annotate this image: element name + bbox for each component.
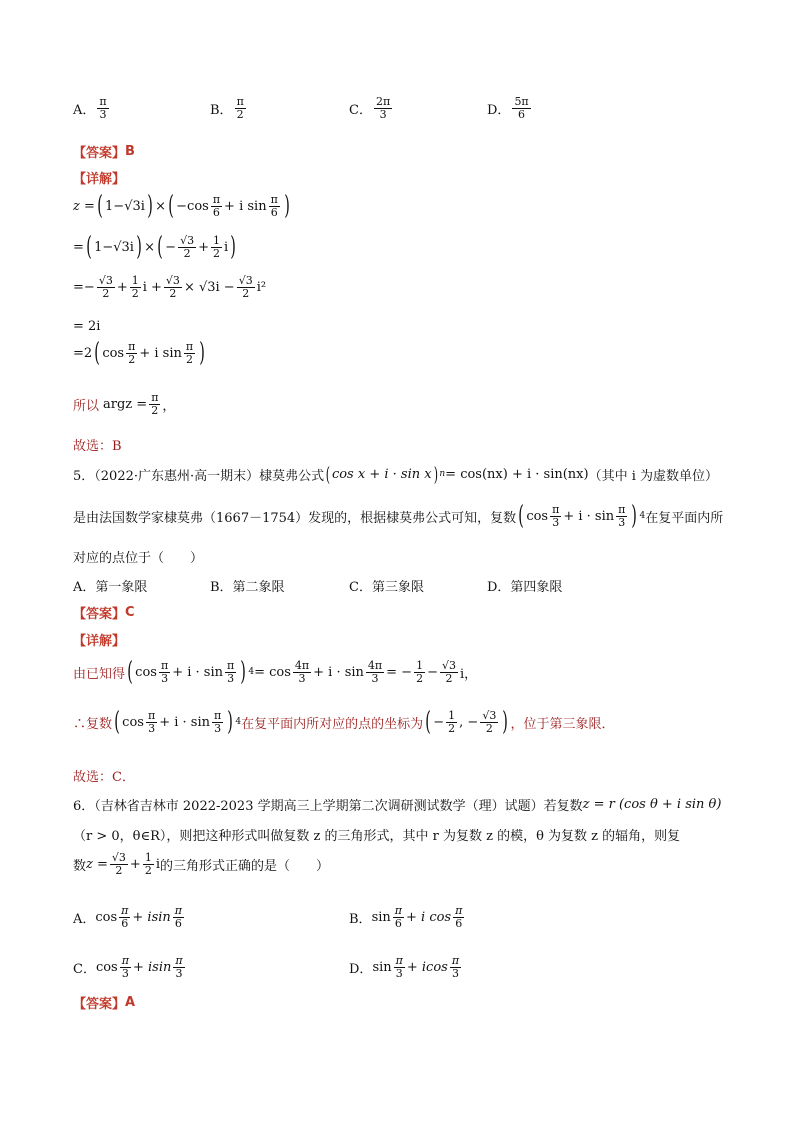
math-text: −cos bbox=[176, 198, 209, 214]
q5-detail-line-1 bbox=[73, 659, 477, 685]
frac-num: 1 bbox=[131, 274, 139, 287]
option-text: B．第二象限 bbox=[210, 580, 285, 595]
math-text: + isin bbox=[132, 909, 171, 925]
fraction bbox=[414, 660, 425, 684]
frac-den: 3 bbox=[99, 107, 107, 121]
fraction bbox=[178, 235, 196, 259]
frac-num: 4π bbox=[367, 658, 383, 672]
frac-num: 1 bbox=[144, 851, 152, 864]
fraction bbox=[146, 710, 157, 734]
frac-den: 2 bbox=[242, 286, 250, 300]
fraction bbox=[450, 955, 461, 979]
math-text: + bbox=[198, 239, 209, 255]
option-fraction bbox=[235, 96, 246, 120]
q4-work-line-4 bbox=[73, 319, 100, 334]
paren-open: ( bbox=[157, 232, 163, 262]
q4-work-line-3 bbox=[73, 275, 266, 299]
math-sup: 4 bbox=[235, 717, 242, 727]
frac-den: 3 bbox=[214, 721, 222, 735]
math-text: 1−√3i bbox=[105, 198, 145, 214]
math-text: i， bbox=[460, 666, 478, 682]
fraction bbox=[480, 710, 498, 734]
paren-open: ( bbox=[97, 191, 103, 221]
paren-close: ) bbox=[240, 657, 247, 687]
fraction bbox=[393, 905, 404, 929]
math-text: i² bbox=[256, 279, 267, 295]
math-sup: n bbox=[439, 469, 446, 479]
math-text: + i sin bbox=[139, 345, 182, 361]
stem-text: （其中 i 为虚数单位） bbox=[588, 468, 719, 484]
q4-conclusion bbox=[73, 392, 175, 416]
q4-detail-tag bbox=[73, 168, 125, 187]
detail-tag: 【详解】 bbox=[73, 172, 126, 187]
math-text: − bbox=[83, 279, 95, 295]
math-text: = bbox=[73, 239, 84, 255]
fraction bbox=[446, 710, 457, 734]
frac-num: √3 bbox=[238, 274, 253, 287]
fraction bbox=[119, 905, 130, 929]
frac-num: π bbox=[552, 502, 560, 516]
frac-num: 1 bbox=[213, 233, 220, 247]
paren-open: ( bbox=[94, 338, 101, 368]
paren-open: ( bbox=[425, 707, 431, 737]
paren-open: ( bbox=[518, 501, 525, 531]
q6-stem-line-2 bbox=[73, 825, 680, 844]
q6-option-d bbox=[349, 955, 463, 979]
answer-value: A bbox=[125, 995, 136, 1010]
fraction bbox=[126, 341, 137, 365]
frac-den: 2 bbox=[151, 403, 159, 417]
answer-value: B bbox=[125, 144, 135, 159]
option-fraction bbox=[97, 96, 108, 120]
frac-den: 2 bbox=[131, 286, 139, 300]
frac-num: π bbox=[99, 95, 107, 108]
frac-num: π bbox=[236, 95, 244, 108]
math-text: argz = bbox=[103, 396, 148, 412]
frac-den: 3 bbox=[121, 966, 129, 980]
math-coordinate bbox=[423, 709, 510, 735]
fraction bbox=[394, 955, 405, 979]
q5-stem-line-1 bbox=[73, 464, 718, 484]
fraction bbox=[173, 905, 184, 929]
frac-num: π bbox=[213, 708, 222, 722]
math-text: − bbox=[433, 714, 445, 730]
option-label: D． bbox=[487, 102, 511, 118]
frac-den: 6 bbox=[212, 205, 220, 219]
frac-den: 6 bbox=[518, 107, 526, 121]
frac-den: 6 bbox=[455, 916, 463, 930]
math-text: cos bbox=[95, 959, 118, 975]
frac-den: 3 bbox=[379, 107, 387, 121]
fraction bbox=[211, 194, 222, 218]
option-text: A．第一象限 bbox=[73, 580, 148, 595]
frac-num: √3 bbox=[111, 851, 126, 864]
paren-close: ) bbox=[433, 462, 438, 486]
math-text: + i sin bbox=[224, 198, 267, 214]
math-text: + i · sin bbox=[563, 508, 615, 524]
math-text: sin bbox=[372, 959, 392, 975]
math-text: = bbox=[73, 279, 84, 295]
frac-num: π bbox=[121, 954, 129, 967]
option-label: B． bbox=[210, 102, 233, 118]
frac-num: 1 bbox=[448, 708, 456, 722]
q4-option-d bbox=[487, 96, 533, 120]
paren-open: ( bbox=[168, 191, 174, 221]
math-text: = cos(nx) + i · sin(nx) bbox=[445, 466, 589, 482]
math-text: 1−√3i bbox=[94, 239, 134, 255]
q5-detail-line-2 bbox=[73, 709, 615, 735]
fraction bbox=[212, 710, 223, 734]
frac-den: 2 bbox=[169, 286, 177, 300]
frac-den: 3 bbox=[298, 671, 306, 685]
detail-text: ∴复数 bbox=[73, 716, 113, 732]
fraction bbox=[173, 955, 184, 979]
q5-option-a bbox=[73, 576, 147, 595]
q4-option-a bbox=[73, 96, 111, 120]
frac-num: π bbox=[270, 192, 278, 206]
frac-num: π bbox=[185, 339, 194, 353]
frac-num: √3 bbox=[180, 233, 195, 247]
frac-num: π bbox=[618, 502, 626, 516]
q4-option-b bbox=[210, 96, 248, 120]
math-text: + icos bbox=[406, 959, 448, 975]
fraction bbox=[143, 852, 154, 876]
q5-option-c bbox=[349, 576, 424, 595]
frac-den: 3 bbox=[161, 671, 169, 685]
q4-work-line-5 bbox=[73, 340, 207, 366]
frac-den: 2 bbox=[416, 671, 424, 685]
option-text: D．第四象限 bbox=[487, 580, 563, 595]
math-text: + i cos bbox=[406, 909, 452, 925]
frac-den: 2 bbox=[485, 721, 493, 735]
frac-den: 3 bbox=[371, 671, 379, 685]
frac-num: π bbox=[147, 708, 156, 722]
math-sup: 4 bbox=[248, 667, 255, 677]
frac-num: π bbox=[395, 954, 403, 967]
frac-num: π bbox=[174, 904, 183, 917]
detail-text: ，位于第三象限． bbox=[510, 716, 615, 732]
fraction bbox=[97, 275, 115, 299]
frac-den: 2 bbox=[185, 352, 193, 366]
paren-close: ) bbox=[230, 232, 237, 262]
frac-num: √3 bbox=[441, 658, 456, 672]
q6-option-b bbox=[349, 905, 466, 929]
frac-den: 3 bbox=[451, 966, 459, 980]
fraction bbox=[293, 660, 311, 684]
math-expression bbox=[112, 709, 241, 735]
frac-num: π bbox=[128, 339, 136, 353]
option-label: C． bbox=[349, 102, 372, 118]
option-label: A． bbox=[73, 102, 96, 118]
frac-den: 2 bbox=[183, 246, 191, 260]
math-text: = cos bbox=[254, 664, 291, 680]
frac-num: π bbox=[451, 954, 460, 967]
frac-den: 2 bbox=[445, 671, 453, 685]
paren-open: ( bbox=[325, 462, 331, 486]
q5-stem-line-2 bbox=[73, 503, 723, 529]
frac-den: 2 bbox=[144, 863, 152, 877]
frac-num: π bbox=[175, 954, 183, 967]
math-text: =2 bbox=[73, 345, 93, 361]
choose-text: 故选：B bbox=[73, 439, 122, 454]
option-label: D． bbox=[349, 961, 373, 977]
frac-den: 3 bbox=[618, 515, 626, 529]
q6-option-c bbox=[73, 955, 187, 979]
fraction bbox=[184, 341, 195, 365]
math-text: + bbox=[116, 279, 128, 295]
frac-num: π bbox=[212, 192, 221, 206]
math-text: i + bbox=[142, 279, 162, 295]
fraction bbox=[211, 235, 222, 259]
q4-choose bbox=[73, 435, 122, 454]
fraction bbox=[110, 852, 128, 876]
detail-text: 由已知得 bbox=[73, 666, 126, 682]
q4-work-line-2 bbox=[73, 234, 238, 260]
frac-den: 6 bbox=[270, 205, 278, 219]
frac-num: √3 bbox=[98, 274, 113, 287]
math-text: × bbox=[144, 239, 156, 255]
frac-den: 2 bbox=[128, 352, 136, 366]
math-text: ， bbox=[162, 398, 176, 414]
frac-num: 2π bbox=[375, 95, 391, 108]
frac-den: 3 bbox=[175, 966, 183, 980]
frac-num: π bbox=[394, 904, 402, 917]
stem-text: 是由法国数学家棣莫弗（1667－1754）发现的，根据棣莫弗公式可知，复数 bbox=[73, 510, 517, 526]
fraction bbox=[130, 275, 141, 299]
frac-den: 6 bbox=[394, 916, 402, 930]
answer-tag: 【答案】 bbox=[73, 146, 126, 161]
fraction bbox=[120, 955, 131, 979]
math-expression bbox=[125, 659, 477, 685]
choose-text: 故选：C． bbox=[73, 770, 135, 785]
frac-num: π bbox=[455, 904, 463, 917]
q5-answer bbox=[73, 603, 135, 622]
math-text: i bbox=[224, 239, 229, 255]
fraction bbox=[225, 660, 236, 684]
math-sup: 4 bbox=[639, 511, 646, 521]
paren-open: ( bbox=[114, 707, 120, 737]
frac-den: 3 bbox=[227, 671, 235, 685]
math-text: + bbox=[129, 856, 141, 872]
frac-den: 2 bbox=[102, 286, 110, 300]
paren-open: ( bbox=[86, 232, 92, 262]
stem-text: 在复平面内所 bbox=[645, 510, 724, 526]
math-text: , − bbox=[459, 714, 479, 730]
option-label: C． bbox=[73, 961, 96, 977]
q6-answer bbox=[73, 993, 135, 1012]
paren-close: ) bbox=[284, 191, 290, 221]
frac-den: 3 bbox=[395, 966, 403, 980]
math-text: i bbox=[155, 856, 160, 872]
detail-text: 在复平面内所对应的点的坐标为 bbox=[241, 716, 424, 732]
frac-den: 3 bbox=[552, 515, 560, 529]
fraction bbox=[616, 504, 627, 528]
q4-answer bbox=[73, 142, 135, 161]
math-text: sin bbox=[371, 909, 391, 925]
frac-num: 5π bbox=[514, 95, 529, 108]
paren-close: ) bbox=[502, 707, 509, 737]
paren-close: ) bbox=[136, 232, 142, 262]
q4-option-c bbox=[349, 96, 394, 120]
fraction bbox=[550, 504, 561, 528]
q4-work-line-1 bbox=[73, 193, 292, 219]
answer-value: C bbox=[125, 605, 135, 620]
detail-tag: 【详解】 bbox=[73, 634, 126, 649]
math-text: cos x + i · sin x bbox=[331, 466, 432, 482]
q5-option-b bbox=[210, 576, 285, 595]
fraction bbox=[453, 905, 464, 929]
math-text: + i · sin bbox=[313, 664, 364, 680]
frac-den: 2 bbox=[115, 863, 123, 877]
fraction bbox=[237, 275, 255, 299]
q6-option-a bbox=[73, 905, 186, 929]
math-text: cos bbox=[526, 508, 549, 524]
math-text: − bbox=[427, 664, 438, 680]
frac-num: 1 bbox=[416, 658, 424, 672]
stem-text: 6．（吉林省吉林市 2022-2023 学期高三上学期第二次调研测试数学（理）试题）若复数 bbox=[73, 799, 583, 814]
paren-close: ) bbox=[199, 338, 205, 368]
math-text: × bbox=[155, 198, 166, 214]
frac-den: 2 bbox=[236, 107, 244, 121]
math-text: z = r (cos θ + i sin θ) bbox=[582, 797, 722, 812]
q5-choose bbox=[73, 766, 135, 785]
q5-stem-line-3 bbox=[73, 547, 203, 566]
frac-den: 2 bbox=[213, 246, 220, 260]
option-text: C．第三象限 bbox=[349, 580, 424, 595]
stem-text: 数 bbox=[73, 858, 87, 874]
answer-tag: 【答案】 bbox=[73, 607, 126, 622]
option-fraction bbox=[512, 96, 530, 120]
math-text: + i · sin bbox=[172, 664, 223, 680]
fraction bbox=[149, 392, 160, 416]
option-fraction bbox=[374, 96, 392, 120]
option-label: B． bbox=[349, 911, 372, 927]
math-text: = 2i bbox=[73, 319, 101, 334]
math-text: cos bbox=[122, 714, 144, 730]
fraction bbox=[159, 660, 170, 684]
paren-open: ( bbox=[127, 657, 133, 687]
q5-detail-tag bbox=[73, 630, 125, 649]
stem-text: 对应的点位于（ ） bbox=[73, 551, 204, 566]
paren-close: ) bbox=[631, 501, 638, 531]
stem-text: （r > 0，θ∈R），则把这种形式叫做复数 z 的三角形式，其中 r 为复数 z 的模，θ 为复数 z 的辐角，则复 bbox=[73, 829, 681, 844]
frac-den: 3 bbox=[148, 721, 156, 735]
stem-text: 5．（2022·广东惠州·高一期末）棣莫弗公式 bbox=[73, 468, 325, 484]
math-text: × √3i − bbox=[183, 279, 235, 295]
frac-num: √3 bbox=[482, 708, 497, 722]
stem-text: 的三角形式正确的是（ ） bbox=[159, 858, 329, 874]
math-text: cos bbox=[102, 345, 125, 361]
math-text: cos bbox=[95, 909, 118, 925]
frac-num: π bbox=[160, 658, 169, 672]
math-text: = − bbox=[386, 664, 413, 680]
frac-den: 6 bbox=[174, 916, 182, 930]
frac-num: π bbox=[226, 658, 235, 672]
frac-den: 6 bbox=[121, 916, 129, 930]
fraction bbox=[269, 194, 280, 218]
q6-stem-line-1 bbox=[73, 795, 721, 814]
option-label: A． bbox=[73, 911, 96, 927]
math-text: + i · sin bbox=[159, 714, 210, 730]
q6-stem-line-3 bbox=[73, 852, 329, 876]
answer-tag: 【答案】 bbox=[73, 997, 126, 1012]
frac-den: 2 bbox=[448, 721, 456, 735]
frac-num: π bbox=[121, 904, 129, 917]
fraction bbox=[164, 275, 182, 299]
frac-num: √3 bbox=[165, 274, 180, 287]
conclusion-text: 所以 bbox=[73, 398, 100, 414]
frac-num: 4π bbox=[294, 658, 310, 672]
paren-close: ) bbox=[227, 707, 234, 737]
q5-option-d bbox=[487, 576, 562, 595]
math-text: − bbox=[165, 239, 177, 255]
paren-close: ) bbox=[147, 191, 153, 221]
math-text: z = bbox=[73, 198, 95, 214]
math-text: cos bbox=[135, 664, 157, 680]
frac-num: π bbox=[151, 391, 159, 404]
fraction bbox=[366, 660, 384, 684]
fraction bbox=[440, 660, 458, 684]
math-text: + isin bbox=[132, 959, 172, 975]
math-text: z = bbox=[86, 856, 108, 872]
